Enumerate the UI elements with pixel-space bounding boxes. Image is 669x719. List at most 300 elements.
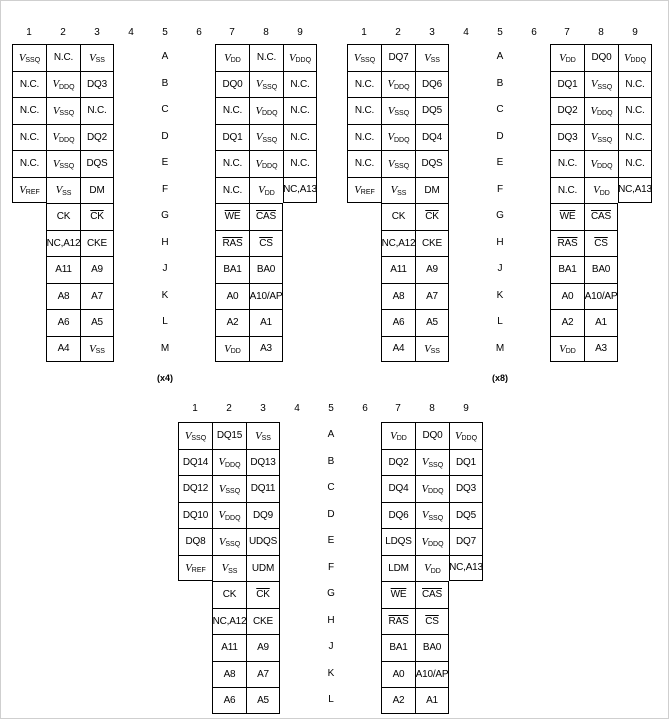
ball-right-cell: A2	[550, 309, 584, 336]
supply-symbol: V	[593, 184, 600, 197]
supply-subscript: SSQ	[262, 136, 278, 144]
supply-subscript: SSQ	[394, 163, 410, 171]
ball-left-cell: A6	[212, 687, 246, 714]
ball-left-cell: CK	[381, 203, 415, 230]
ball-right-cell	[249, 203, 283, 230]
ball-left-cell: A6	[381, 309, 415, 336]
active-low-signal: $\overline{CK}$	[425, 211, 439, 223]
supply-subscript: DDQ	[427, 541, 444, 549]
column-number: 5	[162, 27, 168, 38]
ball-left-cell	[212, 555, 246, 582]
ball-right-cell	[249, 124, 283, 151]
active-low-signal: $\overline{CK}$	[256, 589, 270, 601]
ball-right-cell	[283, 44, 317, 71]
supply-subscript: REF	[25, 189, 40, 197]
ball-right-cell	[415, 528, 449, 555]
ball-left-cell: CKE	[246, 608, 280, 635]
supply-symbol: V	[421, 509, 429, 522]
row-letter: B	[327, 455, 335, 467]
supply-subscript: DD	[565, 57, 576, 65]
ball-right-cell	[215, 44, 249, 71]
ball-right-cell: N.C.	[249, 44, 283, 71]
ball-left-cell: A11	[212, 634, 246, 661]
ball-left-cell	[178, 422, 212, 449]
ball-right-cell	[283, 336, 317, 363]
ball-right-cell: LDQS	[381, 528, 415, 555]
ball-right-cell	[550, 44, 584, 71]
ball-left-cell	[12, 203, 46, 230]
active-low-signal: $\overline{WE}$	[390, 589, 407, 601]
ball-left-cell	[12, 256, 46, 283]
supply-symbol: V	[590, 157, 597, 170]
ball-right-cell: N.C.	[283, 97, 317, 124]
column-number: 7	[395, 403, 401, 414]
ball-right-cell	[618, 230, 652, 257]
supply-symbol: V	[18, 51, 26, 64]
supply-subscript: SS	[228, 567, 238, 575]
supply-subscript: DDQ	[224, 461, 241, 469]
supply-symbol: V	[424, 51, 431, 64]
ball-left-cell: DQ3	[80, 71, 114, 98]
ball-left-cell	[12, 309, 46, 336]
supply-symbol: V	[185, 561, 192, 574]
ball-left-cell: DQS	[80, 150, 114, 177]
ball-right-cell	[249, 71, 283, 98]
ball-left-cell	[347, 203, 381, 230]
column-number: 2	[226, 403, 232, 414]
ball-left-cell: A8	[46, 283, 80, 310]
ball-right-cell: NC,A13	[449, 555, 483, 582]
ball-right-cell	[215, 336, 249, 363]
ball-left-cell: UDQS	[246, 528, 280, 555]
active-low-signal: $\overline{CK}$	[90, 211, 104, 223]
supply-symbol: V	[590, 131, 598, 144]
supply-subscript: SS	[95, 57, 105, 65]
ball-right-cell	[415, 581, 449, 608]
ball-right-cell: N.C.	[283, 150, 317, 177]
ball-left-cell	[347, 283, 381, 310]
ball-left-cell: A4	[381, 336, 415, 363]
row-letter: A	[496, 51, 504, 63]
ball-left-cell	[46, 150, 80, 177]
ball-right-cell	[618, 256, 652, 283]
ball-left-cell	[46, 71, 80, 98]
column-number: 6	[362, 403, 368, 414]
active-low-signal: $\overline{CS}$	[425, 615, 439, 627]
row-letter: H	[161, 236, 169, 248]
ball-left-cell	[212, 475, 246, 502]
ball-right-cell: BA1	[550, 256, 584, 283]
ball-left-cell: DM	[80, 177, 114, 204]
ball-right-cell: BA0	[415, 634, 449, 661]
column-number: 8	[598, 27, 604, 38]
supply-subscript: REF	[360, 189, 375, 197]
ball-right-cell: DQ3	[449, 475, 483, 502]
supply-subscript: DD	[396, 435, 407, 443]
supply-symbol: V	[224, 51, 231, 64]
row-letter: E	[327, 535, 335, 547]
supply-subscript: SSQ	[428, 461, 444, 469]
ball-left-cell: NC,A12	[46, 230, 80, 257]
ball-left-cell: N.C.	[347, 71, 381, 98]
row-letter: B	[496, 77, 504, 89]
ball-left-cell	[12, 283, 46, 310]
supply-symbol: V	[353, 51, 361, 64]
ball-left-cell: A8	[212, 661, 246, 688]
package-label: (x4)	[156, 373, 173, 383]
ball-right-cell: NC,A13	[283, 177, 317, 204]
supply-subscript: SSQ	[360, 57, 376, 65]
supply-symbol: V	[387, 104, 395, 117]
supply-subscript: DDQ	[261, 110, 278, 118]
supply-subscript: DDQ	[461, 435, 478, 443]
ball-left-cell: N.C.	[347, 150, 381, 177]
ball-right-cell: A0	[550, 283, 584, 310]
ball-right-cell	[618, 44, 652, 71]
ball-right-cell	[584, 150, 618, 177]
ball-right-cell	[449, 581, 483, 608]
supply-symbol: V	[19, 183, 26, 196]
ball-left-cell	[46, 124, 80, 151]
supply-subscript: SSQ	[191, 435, 207, 443]
ball-left-cell	[12, 44, 46, 71]
ball-left-cell: NC,A12	[381, 230, 415, 257]
ball-left-cell: CKE	[415, 230, 449, 257]
active-low-signal: $\overline{CAS}$	[422, 589, 442, 601]
supply-symbol: V	[255, 104, 262, 117]
supply-symbol: V	[89, 342, 96, 355]
supply-symbol: V	[52, 104, 60, 117]
ball-left-cell: DQ10	[178, 502, 212, 529]
ball-left-cell	[381, 124, 415, 151]
ball-left-cell: N.C.	[12, 124, 46, 151]
supply-subscript: SSQ	[597, 136, 613, 144]
ball-right-cell	[381, 608, 415, 635]
supply-subscript: SS	[397, 189, 407, 197]
row-letter: D	[327, 508, 335, 520]
ball-right-cell: DQ1	[449, 449, 483, 476]
active-low-signal: $\overline{CS}$	[594, 237, 608, 249]
supply-symbol: V	[221, 562, 229, 575]
ball-left-cell: A11	[46, 256, 80, 283]
ball-left-cell	[381, 97, 415, 124]
ball-right-cell	[584, 203, 618, 230]
supply-subscript: DD	[599, 189, 610, 197]
supply-subscript: SSQ	[225, 541, 241, 549]
row-letter: D	[496, 130, 504, 142]
row-letter: A	[327, 429, 335, 441]
ball-right-cell	[550, 230, 584, 257]
ball-left-cell: A5	[80, 309, 114, 336]
ball-right-cell	[618, 309, 652, 336]
ball-left-cell: N.C.	[46, 44, 80, 71]
ball-left-cell: DQ4	[415, 124, 449, 151]
column-number: 4	[294, 403, 300, 414]
ball-right-cell	[550, 336, 584, 363]
supply-symbol: V	[390, 429, 397, 442]
supply-symbol: V	[623, 51, 631, 64]
ball-right-cell: A10/AP	[249, 283, 283, 310]
ball-left-cell	[178, 661, 212, 688]
supply-symbol: V	[52, 157, 60, 170]
ball-left-cell	[12, 230, 46, 257]
ball-right-cell: DQ3	[550, 124, 584, 151]
supply-subscript: SSQ	[59, 110, 75, 118]
supply-symbol: V	[55, 184, 63, 197]
ball-right-cell	[249, 177, 283, 204]
ball-left-cell	[178, 608, 212, 635]
ball-left-cell	[347, 44, 381, 71]
ball-left-cell	[178, 687, 212, 714]
ball-right-cell	[584, 71, 618, 98]
ball-right-cell	[249, 230, 283, 257]
ball-left-cell	[178, 555, 212, 582]
ball-right-cell: BA1	[381, 634, 415, 661]
column-number: 1	[361, 27, 367, 38]
ball-right-cell: A3	[249, 336, 283, 363]
ball-right-cell: A10/AP	[584, 283, 618, 310]
active-low-signal: $\overline{CAS}$	[256, 211, 276, 223]
ball-left-cell: A5	[415, 309, 449, 336]
ball-left-cell: CK	[212, 581, 246, 608]
row-letter: C	[496, 104, 504, 116]
ball-right-cell: A1	[249, 309, 283, 336]
column-number: 9	[463, 403, 469, 414]
ball-right-cell	[415, 449, 449, 476]
active-low-signal: $\overline{WE}$	[224, 211, 241, 223]
ball-left-cell: A7	[246, 661, 280, 688]
supply-subscript: DDQ	[596, 110, 613, 118]
ball-right-cell	[584, 97, 618, 124]
supply-symbol: V	[224, 342, 231, 355]
row-letter: J	[162, 263, 168, 275]
supply-symbol: V	[421, 535, 428, 548]
supply-subscript: REF	[191, 567, 206, 575]
ball-right-cell: DQ0	[415, 422, 449, 449]
ball-left-cell: UDM	[246, 555, 280, 582]
ball-right-cell	[381, 422, 415, 449]
ball-left-cell: A9	[80, 256, 114, 283]
ball-left-cell	[381, 177, 415, 204]
ball-right-cell	[381, 581, 415, 608]
ball-left-cell	[212, 528, 246, 555]
supply-subscript: SS	[430, 348, 440, 356]
row-letter: F	[327, 561, 335, 573]
ball-left-cell: DQ5	[415, 97, 449, 124]
supply-symbol: V	[218, 456, 225, 469]
ball-left-cell: A4	[46, 336, 80, 363]
ball-left-cell	[46, 97, 80, 124]
supply-subscript: DDQ	[295, 57, 312, 65]
ball-right-cell: BA0	[249, 256, 283, 283]
supply-symbol: V	[559, 342, 566, 355]
row-letter: G	[161, 210, 169, 222]
supply-subscript: SSQ	[59, 163, 75, 171]
supply-symbol: V	[218, 482, 226, 495]
ball-right-cell: A2	[381, 687, 415, 714]
supply-symbol: V	[387, 157, 395, 170]
ball-left-cell: N.C.	[12, 150, 46, 177]
ball-left-cell: A8	[381, 283, 415, 310]
row-letter: F	[496, 183, 504, 195]
ball-left-cell: DQ12	[178, 475, 212, 502]
column-number: 4	[463, 27, 469, 38]
supply-subscript: SSQ	[597, 83, 613, 91]
column-number: 2	[60, 27, 66, 38]
ball-right-cell: A3	[584, 336, 618, 363]
ball-right-cell: DQ2	[381, 449, 415, 476]
ball-left-cell	[80, 203, 114, 230]
supply-subscript: DDQ	[393, 83, 410, 91]
row-letter: C	[327, 482, 335, 494]
column-number: 8	[429, 403, 435, 414]
ball-left-cell	[347, 309, 381, 336]
supply-subscript: DD	[230, 57, 241, 65]
ball-left-cell	[212, 449, 246, 476]
ball-right-cell	[283, 230, 317, 257]
ball-right-cell	[550, 203, 584, 230]
ball-left-cell: DQ15	[212, 422, 246, 449]
ball-left-cell	[80, 44, 114, 71]
ball-right-cell: A2	[215, 309, 249, 336]
ball-right-cell	[415, 475, 449, 502]
supply-subscript: SSQ	[428, 514, 444, 522]
ball-left-cell: N.C.	[12, 97, 46, 124]
column-number: 3	[260, 403, 266, 414]
supply-symbol: V	[255, 78, 263, 91]
ball-left-cell	[415, 336, 449, 363]
ball-right-cell: DQ5	[449, 502, 483, 529]
ball-left-cell: A6	[46, 309, 80, 336]
ball-left-cell	[415, 203, 449, 230]
ball-left-cell	[12, 177, 46, 204]
supply-symbol: V	[52, 78, 59, 91]
ball-left-cell: DQ7	[381, 44, 415, 71]
ball-right-cell	[449, 422, 483, 449]
ball-left-cell: A5	[246, 687, 280, 714]
ball-right-cell: BA0	[584, 256, 618, 283]
ball-right-cell: DQ6	[381, 502, 415, 529]
supply-subscript: SS	[430, 57, 440, 65]
ball-left-cell: N.C.	[12, 71, 46, 98]
ball-right-cell: DQ0	[215, 71, 249, 98]
supply-symbol: V	[354, 183, 361, 196]
supply-symbol: V	[52, 131, 59, 144]
active-low-signal: $\overline{CAS}$	[591, 211, 611, 223]
row-letter: L	[328, 694, 334, 706]
column-number: 7	[229, 27, 235, 38]
row-letter: K	[161, 289, 169, 301]
ball-right-cell: NC,A13	[618, 177, 652, 204]
ball-left-cell: DQ8	[178, 528, 212, 555]
supply-subscript: DD	[565, 348, 576, 356]
ball-right-cell: N.C.	[618, 150, 652, 177]
ball-left-cell	[347, 256, 381, 283]
ball-right-cell	[584, 124, 618, 151]
row-letter: H	[496, 236, 504, 248]
ball-right-cell	[584, 177, 618, 204]
row-letter: L	[162, 316, 168, 328]
supply-symbol: V	[255, 429, 262, 442]
ball-right-cell: N.C.	[618, 71, 652, 98]
ball-left-cell	[212, 502, 246, 529]
supply-symbol: V	[184, 429, 192, 442]
ball-left-cell: DQ2	[80, 124, 114, 151]
ball-right-cell	[249, 150, 283, 177]
ball-left-cell: A7	[415, 283, 449, 310]
row-letter: A	[161, 51, 169, 63]
column-number: 9	[297, 27, 303, 38]
row-letter: K	[496, 289, 504, 301]
supply-subscript: SSQ	[394, 110, 410, 118]
ball-left-cell: A9	[415, 256, 449, 283]
row-letter: D	[161, 130, 169, 142]
active-low-signal: $\overline{RAS}$	[388, 615, 409, 627]
supply-subscript: DDQ	[393, 136, 410, 144]
ball-left-cell	[415, 44, 449, 71]
ball-right-cell	[449, 661, 483, 688]
supply-symbol: V	[258, 184, 265, 197]
ball-left-cell	[12, 336, 46, 363]
ball-left-cell: N.C.	[80, 97, 114, 124]
row-letter: M	[160, 342, 170, 354]
ball-right-cell: N.C.	[215, 97, 249, 124]
supply-subscript: SSQ	[25, 57, 41, 65]
supply-symbol: V	[288, 51, 296, 64]
supply-subscript: DD	[430, 567, 441, 575]
row-letter: G	[496, 210, 504, 222]
ball-right-cell	[618, 336, 652, 363]
column-number: 9	[632, 27, 638, 38]
ball-right-cell: LDM	[381, 555, 415, 582]
row-letter: B	[161, 77, 169, 89]
ball-left-cell	[246, 422, 280, 449]
ball-left-cell: DQS	[415, 150, 449, 177]
column-number: 3	[429, 27, 435, 38]
ball-left-cell: NC,A12	[212, 608, 246, 635]
package-label: (x8)	[491, 373, 508, 383]
ball-right-cell: A0	[381, 661, 415, 688]
ball-right-cell	[449, 687, 483, 714]
supply-subscript: SSQ	[262, 83, 278, 91]
supply-subscript: DDQ	[596, 163, 613, 171]
supply-subscript: DD	[230, 348, 241, 356]
ball-left-cell: N.C.	[347, 97, 381, 124]
ball-left-cell: DQ11	[246, 475, 280, 502]
ball-right-cell	[618, 283, 652, 310]
supply-symbol: V	[590, 78, 598, 91]
ball-right-cell: A1	[415, 687, 449, 714]
ball-right-cell: DQ7	[449, 528, 483, 555]
ball-right-cell: N.C.	[283, 71, 317, 98]
column-number: 1	[192, 403, 198, 414]
supply-symbol: V	[218, 509, 225, 522]
supply-subscript: DDQ	[224, 514, 241, 522]
ball-right-cell: DQ0	[584, 44, 618, 71]
ball-left-cell	[347, 177, 381, 204]
ball-right-cell: DQ1	[550, 71, 584, 98]
supply-symbol: V	[421, 456, 429, 469]
ball-left-cell: A11	[381, 256, 415, 283]
ball-right-cell: DQ4	[381, 475, 415, 502]
supply-symbol: V	[89, 51, 96, 64]
column-number: 8	[263, 27, 269, 38]
supply-subscript: DD	[264, 189, 275, 197]
row-letter: J	[328, 641, 334, 653]
supply-subscript: DDQ	[630, 57, 647, 65]
ball-left-cell	[381, 150, 415, 177]
ball-left-cell: CKE	[80, 230, 114, 257]
